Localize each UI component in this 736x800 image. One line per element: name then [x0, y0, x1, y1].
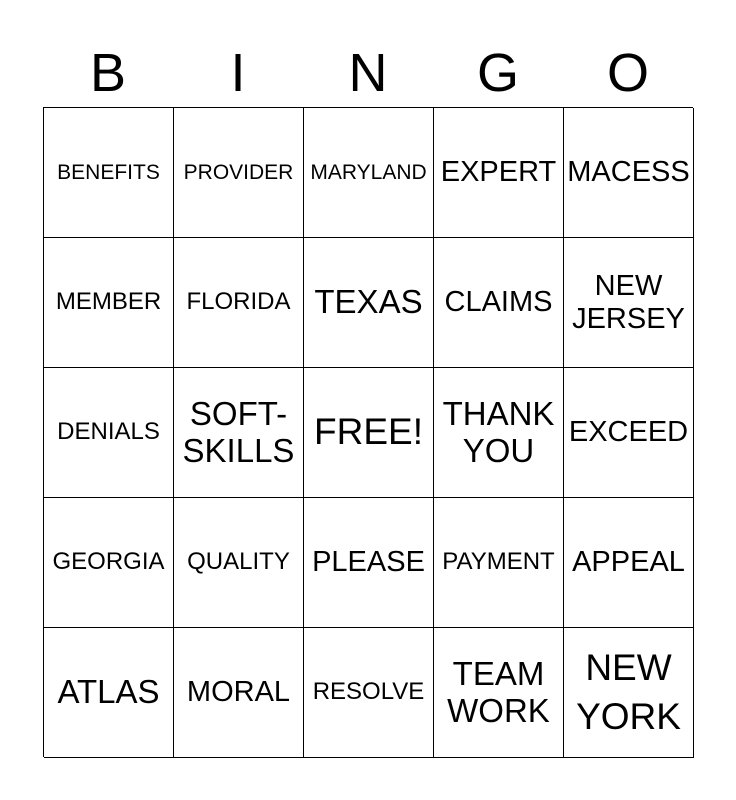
- cell-label: PROVIDER: [183, 160, 294, 184]
- bingo-cell[interactable]: [44, 498, 174, 628]
- bingo-cell[interactable]: [304, 238, 434, 368]
- bingo-header: [43, 40, 693, 106]
- cell-label: PLEASE: [312, 546, 425, 579]
- cell-label: GEORGIA: [52, 548, 165, 576]
- bingo-cell[interactable]: [434, 368, 564, 498]
- cell-label: RESOLVE: [312, 678, 425, 706]
- cell-label: SOFT-SKILLS: [182, 394, 295, 469]
- bingo-cell[interactable]: [174, 628, 304, 758]
- bingo-cell[interactable]: [44, 238, 174, 368]
- bingo-cell[interactable]: [304, 108, 434, 238]
- cell-label: MARYLAND: [310, 160, 427, 184]
- bingo-cell[interactable]: [564, 238, 694, 368]
- cell-label: MORAL: [186, 676, 291, 709]
- header-letter-o: O: [606, 43, 649, 103]
- cell-label: QUALITY: [187, 548, 290, 576]
- cell-label: ATLAS: [57, 673, 160, 711]
- bingo-cell[interactable]: [174, 368, 304, 498]
- cell-label: THANK YOU: [442, 394, 555, 469]
- bingo-cell[interactable]: [304, 498, 434, 628]
- cell-label: APPEAL: [572, 546, 685, 579]
- bingo-cell[interactable]: [44, 108, 174, 238]
- bingo-cell[interactable]: [564, 368, 694, 498]
- bingo-board: [43, 107, 693, 757]
- cell-label: BENEFITS: [57, 160, 160, 184]
- header-letter-g: G: [476, 43, 519, 103]
- cell-label: TEAM WORK: [447, 654, 550, 729]
- cell-label: NEW YORK: [576, 647, 681, 737]
- cell-label: PAYMENT: [442, 548, 555, 576]
- bingo-cell[interactable]: [44, 628, 174, 758]
- bingo-cell[interactable]: [564, 628, 694, 758]
- cell-label: EXPERT: [440, 156, 557, 189]
- cell-label: MACESS: [567, 156, 690, 189]
- bingo-cell[interactable]: [44, 368, 174, 498]
- bingo-cell[interactable]: [304, 628, 434, 758]
- bingo-cell[interactable]: [174, 498, 304, 628]
- cell-label: FLORIDA: [186, 288, 291, 316]
- bingo-cell[interactable]: [434, 108, 564, 238]
- bingo-cell[interactable]: [434, 498, 564, 628]
- bingo-cell[interactable]: [564, 498, 694, 628]
- header-letter-b: B: [89, 43, 127, 103]
- header-letter-n: N: [348, 43, 388, 103]
- bingo-cell[interactable]: [174, 238, 304, 368]
- cell-label: CLAIMS: [444, 286, 553, 319]
- cell-label: TEXAS: [314, 283, 423, 321]
- cell-label: FREE!: [314, 411, 423, 453]
- cell-label: MEMBER: [55, 288, 162, 316]
- cell-label: EXCEED: [568, 416, 689, 449]
- bingo-cell[interactable]: [434, 238, 564, 368]
- cell-label: DENIALS: [57, 418, 160, 446]
- free-space-cell[interactable]: [304, 368, 434, 498]
- bingo-cell[interactable]: [564, 108, 694, 238]
- cell-label: NEW JERSEY: [572, 270, 685, 335]
- bingo-cell[interactable]: [174, 108, 304, 238]
- header-letter-i: I: [230, 43, 246, 103]
- bingo-cell[interactable]: [434, 628, 564, 758]
